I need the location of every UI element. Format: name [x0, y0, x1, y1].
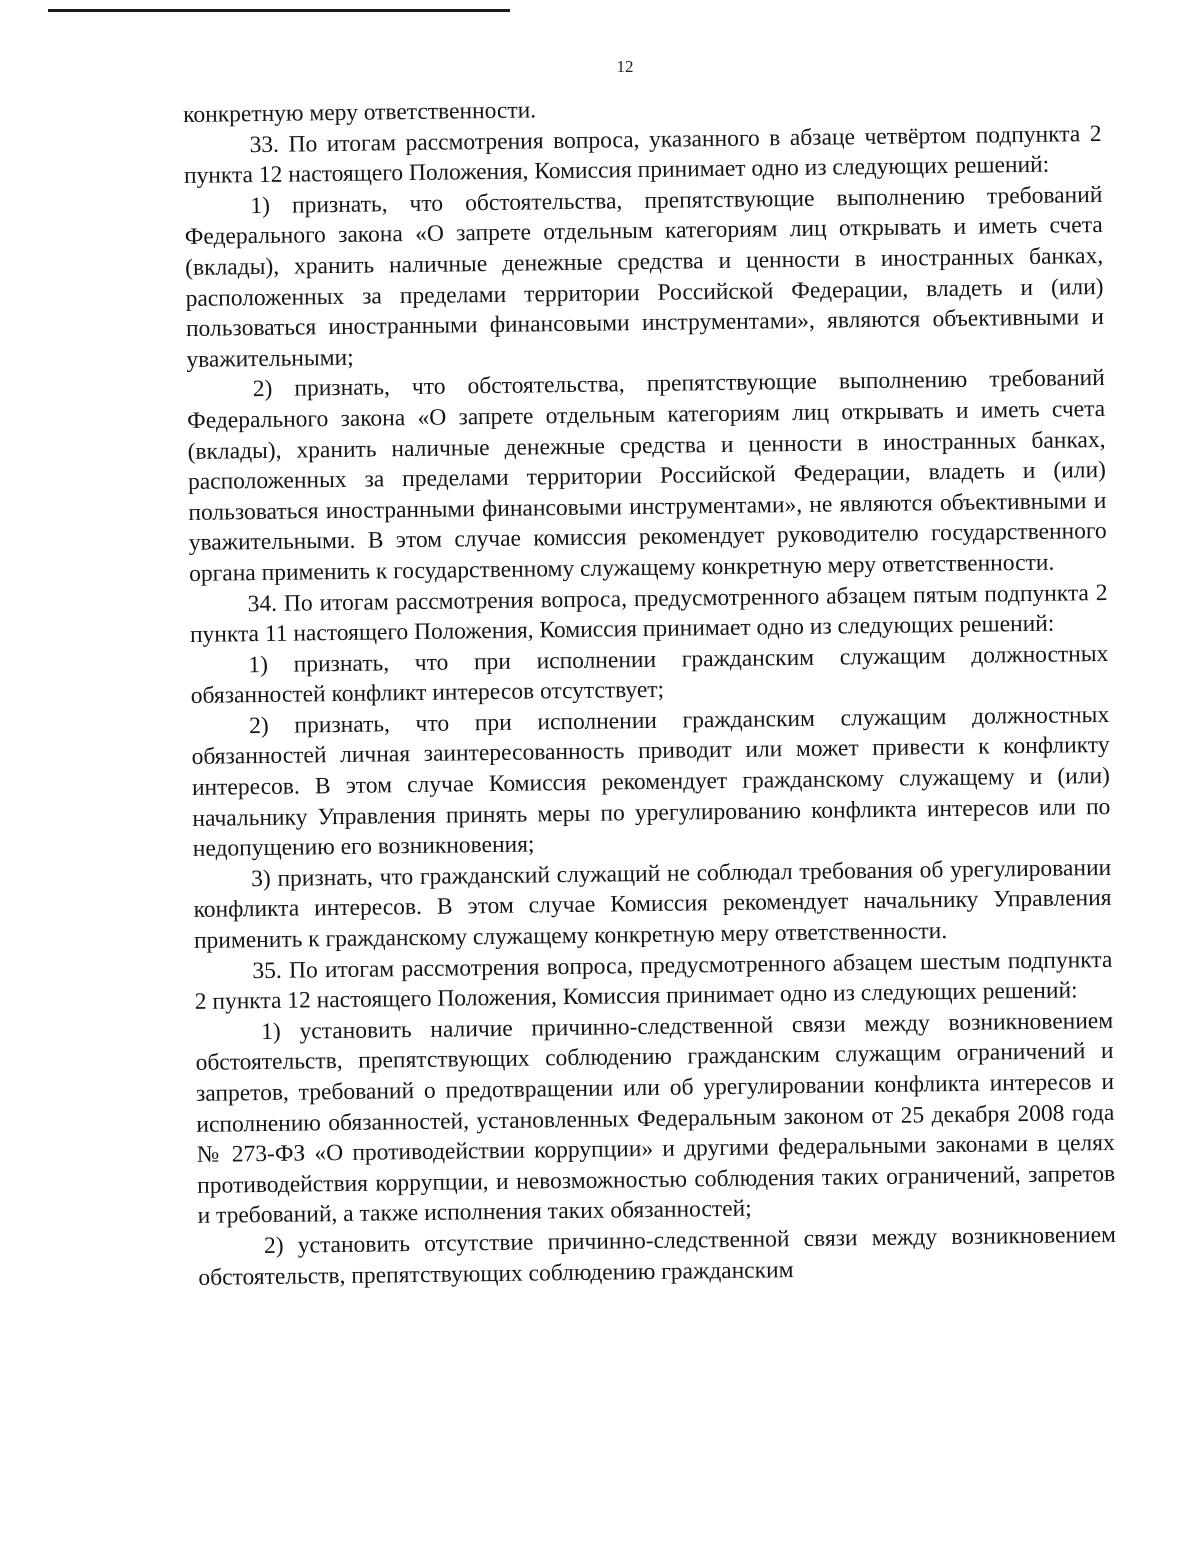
paragraph-33-option-1: 1) признать, что обстоятельства, препятствующие выполнению требований Федерального закона «О запрете отдельным категориям лиц открывать и иметь счета (вклады), хранить наличные денежные средства и ценности в иностранных банках, расположенных за пределами территории Российской Федерации, владеть и (или) пользоваться иностранными финансовыми инструментами», являются объективными и уважительными;: [184, 181, 1105, 373]
paragraph-34-option-1: 1) признать, что при исполнении гражданским служащим должностных обязанностей конфликт интересов отсутствует;: [190, 640, 1109, 710]
paragraph-item-33: 33. По итогам рассмотрения вопроса, указанного в абзаце четвёртом подпункта 2 пункта 12 настоящего Положения, Комиссия принимает одно из следующих решений:: [183, 120, 1102, 190]
paragraph-item-35: 35. По итогам рассмотрения вопроса, предусмотренного абзацем шестым подпункта 2 пункта 12 настоящего Положения, Комиссия принимает одно из следующих решений:: [194, 946, 1113, 1016]
paragraph-33-option-2: 2) признать, что обстоятельства, препятствующие выполнению требований Федерального закона «О запрете отдельным категориям лиц открывать и иметь счета (вклады), хранить наличные денежные средства и ценности в иностранных банках, расположенных за пределами территории Российской Федерации, владеть и (или) пользоваться иностранными финансовыми инструментами», не являются объективными и уважительными. В этом случае комиссия рекомендует руководителю государственного органа применить к государственному служащему конкретную меру ответственности.: [187, 365, 1107, 587]
top-rule: [48, 9, 510, 12]
paragraph-34-option-2: 2) признать, что при исполнении гражданским служащим должностных обязанностей личная заинтересованность приводит или может привести к конфликту интересов. В этом случае Комиссия рекомендует гражданскому служащему и (или) начальнику Управления принять меры по урегулированию конфликта интересов или по недопущению его возникновения;: [191, 701, 1111, 863]
paragraph-continuation: конкретную меру ответственности.: [183, 97, 537, 128]
page-body: [183, 88, 1117, 1293]
paragraph-34-option-3: 3) признать, что гражданский служащий не соблюдал требования об урегулировании конфликта интересов. В этом случае Комиссия рекомендует начальнику Управления применить к гражданскому служащему конкретную меру ответственности.: [193, 854, 1112, 954]
paragraph-35-option-1: 1) установить наличие причинно-следственной связи между возникновением обстоятельств, препятствующих соблюдению гражданским служащим ограничений и запретов, требований о предотвращении или об урегулировании конфликта интересов и исполнению обязанностей, установленных Федеральным законом от 25 декабря 2008 года № 273-ФЗ «О противодействии коррупции» и другими федеральными законами в целях противодействия коррупции, и невозможностью соблюдения таких ограничений, запретов и требований, а также исполнения таких обязанностей;: [195, 1007, 1116, 1230]
paragraph-35-option-2: 2) установить отсутствие причинно-следственной связи между возникновением обстоятельств, препятствующих соблюдению гражданским: [198, 1221, 1117, 1291]
page-number: 12: [616, 57, 634, 76]
paragraph-item-34: 34. По итогам рассмотрения вопроса, предусмотренного абзацем пятым подпункта 2 пункта 11 настоящего Положения, Комиссия принимает одно из следующих решений:: [189, 579, 1108, 649]
